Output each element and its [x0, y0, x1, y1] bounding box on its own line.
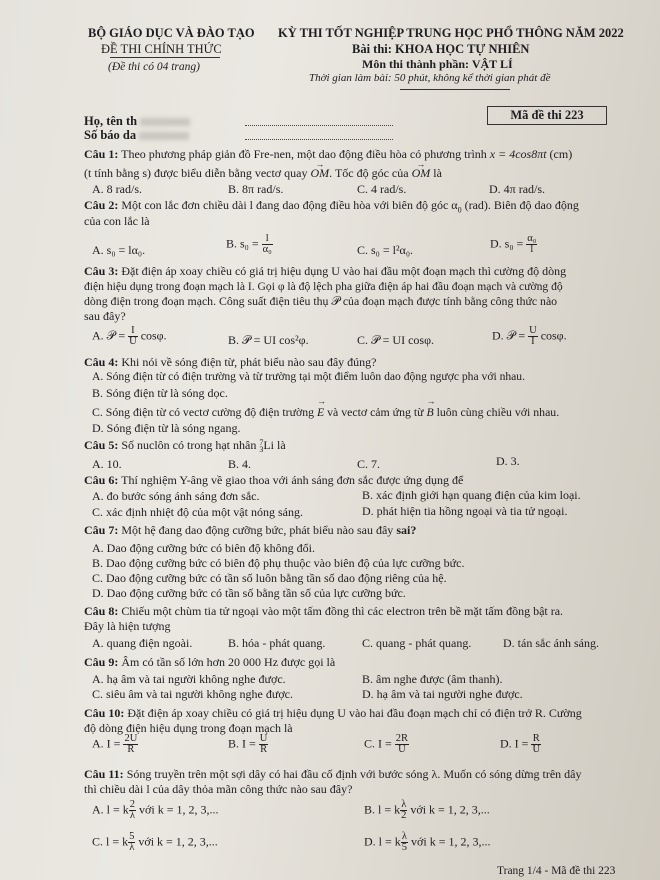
exam-title: KỲ THI TỐT NGHIỆP TRUNG HỌC PHỔ THÔNG NĂM 2022 [278, 26, 624, 40]
q3-line1: Câu 3: Đặt điện áp xoay chiều có giá trị hiệu dụng U vào hai đầu một đoạn mạch thì cường độ dòng [84, 264, 567, 278]
exam-code-box: Mã đề thi 223 [487, 106, 607, 125]
exam-component: Môn thi thành phần: VẬT LÍ [362, 57, 513, 71]
q11-line2: thì chiều dài l của dây thỏa mãn công thức nào sau đây? [84, 782, 353, 796]
q6-line1: Câu 6: Thí nghiệm Y-âng về giao thoa với ánh sáng đơn sắc được ứng dụng để [84, 473, 464, 487]
q9-option-d: D. hạ âm và tai người nghe được. [362, 687, 523, 701]
q2-option-b: B. s₀ = $\frac{l}{\text{α₀}}$ [226, 233, 272, 255]
q6-option-d: D. phát hiện tia hồng ngoại và tia tử ngoại. [362, 504, 568, 518]
number-dotted-line [245, 139, 393, 140]
q9-option-c: C. siêu âm và tai người không nghe được. [92, 687, 293, 701]
q10-option-c: C. I = $\frac{2R}{U}$ [364, 733, 409, 755]
page-count: (Đề thi có 04 trang) [108, 61, 200, 73]
official-label: ĐỀ THI CHÍNH THỨC [101, 42, 222, 56]
q10-option-a: A. I = $\frac{2U}{R}$ [92, 733, 138, 755]
q3-line2: điện hiệu dụng trong đoạn mạch là I. Gọi φ là độ lệch pha giữa điện áp hai đầu đoạn mạch và cường độ [84, 280, 563, 293]
q7-option-a: A. Dao động cưỡng bức có biên độ không đổi. [92, 541, 315, 555]
q8-option-d: D. tán sắc ánh sáng. [503, 636, 599, 650]
q3-option-a: A. 𝒫 = $\frac{I}{U}$ cosφ. [92, 325, 167, 347]
q10-option-b: B. I = $\frac{U}{R}$ [228, 733, 268, 755]
q10-line2: độ dòng điện hiệu dụng trong đoạn mạch là [84, 721, 293, 735]
q2-option-d: D. s₀ = $\frac{\text{α₀}}{l}$ [490, 233, 537, 255]
q7-line1: Câu 7: Một hệ đang dao động cưỡng bức, phát biểu nào sau đây sai? [84, 523, 417, 537]
page-footer: Trang 1/4 - Mã đề thi 223 [497, 865, 616, 877]
q5-option-d: D. 3. [496, 454, 520, 468]
q3-option-b: B. 𝒫 = UI cos²φ. [228, 333, 309, 347]
q4-line1: Câu 4: Khi nói về sóng điện từ, phát biểu nào sau đây đúng? [84, 355, 377, 369]
exam-subject: Bài thi: KHOA HỌC TỰ NHIÊN [352, 42, 530, 56]
q8-line1: Câu 8: Chiếu một chùm tia tử ngoại vào một tấm đồng thì các electron trên bề mặt tấm đồng bật ra. [84, 604, 564, 618]
name-dotted-line [245, 125, 393, 126]
q9-option-a: A. hạ âm và tai người không nghe được. [92, 672, 286, 686]
q3-option-c: C. 𝒫 = UI cosφ. [357, 333, 435, 347]
q5-option-a: A. 10. [92, 457, 122, 471]
q8-line2: Đây là hiện tượng [84, 619, 171, 633]
q8-option-c: C. quang - phát quang. [362, 636, 472, 650]
q11-option-d: D. l = k $\frac{\lambda}{5}$ với k = 1, 2, 3,... [364, 831, 491, 853]
q4-option-a: A. Sóng điện từ có điện trường và từ trường tại một điểm luôn dao động ngược pha với nhau. [92, 370, 525, 383]
q3-line4: sau đây? [84, 309, 126, 323]
q8-option-a: A. quang điện ngoài. [92, 636, 193, 650]
q5-line1: Câu 5: Số nuclôn có trong hạt nhân 7 3 Li là [84, 438, 286, 455]
q11-option-c: C. l = k $\frac{5}{\lambda}$ với k = 1, 2, 3,... [92, 831, 218, 853]
q11-line1: Câu 11: Sóng truyền trên một sợi dây có hai đầu cố định với bước sóng λ. Muốn có sóng dừng trên dây [84, 767, 582, 781]
q6-option-b: B. xác định giới hạn quang điện của kim loại. [362, 488, 581, 502]
q7-option-b: B. Dao động cưỡng bức có biên độ phụ thuộc vào biên độ của lực cưỡng bức. [92, 556, 465, 570]
q1-line2: (t tính bằng s) được biểu diễn bằng vectơ quay → OM. Tốc độ góc của → OM là [84, 166, 442, 181]
q1-option-a: A. 8 rad/s. [92, 182, 142, 196]
q4-option-c: C. Sóng điện từ có vectơ cường độ điện trường → E và vectơ cảm ứng từ → B luôn cùng chiều với nhau. [92, 405, 559, 420]
q8-option-b: B. hóa - phát quang. [228, 636, 326, 650]
time-underline [400, 89, 510, 90]
q4-option-d: D. Sóng điện từ là sóng ngang. [92, 421, 241, 435]
q2-line1: Câu 2: Một con lắc đơn chiều dài l đang dao động điều hòa với biên độ góc $\alpha_0$ (rad). Biên độ dao động [84, 198, 579, 215]
q11-option-a: A. l = k $\frac{2}{\lambda}$ với k = 1, 2, 3,... [92, 799, 219, 821]
q5-option-b: B. 4. [228, 457, 252, 471]
q10-line1: Câu 10: Đặt điện áp xoay chiều có giá trị hiệu dụng U vào hai đầu đoạn mạch chỉ có điện trở R. Cường [84, 706, 582, 720]
q2-option-c: C. s₀ = l²α₀. [357, 243, 414, 257]
q1-option-c: C. 4 rad/s. [357, 182, 407, 196]
candidate-number-label: Số báo da [84, 128, 189, 143]
q11-option-b: B. l = k $\frac{\lambda}{2}$ với k = 1, 2, 3,... [364, 799, 490, 821]
q9-option-b: B. âm nghe được (âm thanh). [362, 672, 503, 686]
q10-option-d: D. I = $\frac{R}{U}$ [500, 733, 541, 755]
q2-line2: của con lắc là [84, 214, 150, 228]
q7-option-c: C. Dao động cưỡng bức có tần số luôn bằng tần số dao động riêng của hệ. [92, 571, 447, 585]
q6-option-c: C. xác định nhiệt độ của một vật nóng sáng. [92, 505, 303, 519]
ministry-name: BỘ GIÁO DỤC VÀ ĐÀO TẠO [88, 26, 255, 40]
q1-line1: Câu 1: Theo phương pháp giản đồ Fre-nen, một dao động điều hòa có phương trình x = 4cos8πt (cm) [84, 147, 573, 161]
official-underline [110, 57, 220, 58]
q7-option-d: D. Dao động cưỡng bức có tần số bằng tần số của lực cưỡng bức. [92, 586, 406, 600]
q1-option-b: B. 8π rad/s. [228, 182, 284, 196]
q6-option-a: A. đo bước sóng ánh sáng đơn sắc. [92, 489, 260, 503]
q3-line3: dòng điện trong đoạn mạch. Công suất điện tiêu thụ 𝒫 của đoạn mạch được tính bằng công thức nào [84, 294, 558, 308]
q3-option-d: D. 𝒫 = $\frac{U}{I}$ cosφ. [492, 325, 567, 347]
exam-time: Thời gian làm bài: 50 phút, không kể thời gian phát đề [309, 72, 551, 84]
q9-line1: Câu 9: Âm có tần số lớn hơn 20 000 Hz được gọi là [84, 655, 336, 669]
q1-option-d: D. 4π rad/s. [489, 182, 546, 196]
q5-option-c: C. 7. [357, 457, 381, 471]
q4-option-b: B. Sóng điện từ là sóng dọc. [92, 386, 228, 400]
q2-option-a: A. s₀ = lα₀. [92, 243, 146, 257]
candidate-name-label: Họ, tên th [84, 114, 190, 129]
